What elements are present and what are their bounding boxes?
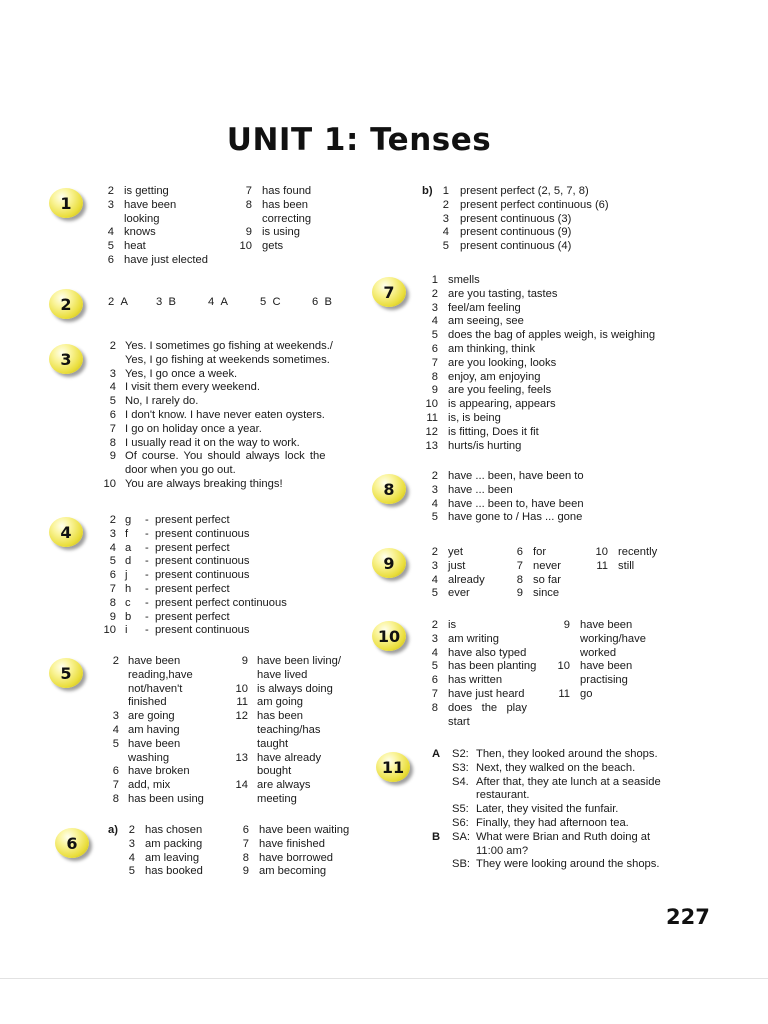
list-item: 6 have just elected [107,253,208,266]
list-item: 2 is [431,619,457,631]
list-item: practising [580,674,628,687]
list-item: 1 smells [431,274,480,286]
list-item: 7 are you looking, looks [431,356,557,369]
list-item: finished [128,696,167,709]
list-item: 4 am leaving 8 have borrowed [128,851,334,864]
list-item: 3 just 7 never 11 still [431,559,635,572]
list-item: 6 have broken [112,765,190,778]
list-item: 13 have already [235,751,322,764]
list-item: 6 I don't know. I have never eaten oysters. [109,408,325,421]
list-item: 5 have gone to / Has ... gone [431,511,583,524]
list-item: 13 hurts/is hurting [425,439,522,452]
exercise-5-answers-right [232,655,341,807]
page-number: 227 [666,905,710,929]
exercise-4-badge: 4 [49,517,83,547]
list-item: 6 B [312,296,332,308]
exercise-11-badge: 11 [376,752,410,782]
list-item: 7 I go on holiday once a year. [109,422,262,435]
list-item: worked [580,646,617,659]
list-item: 11 go [558,687,593,700]
list-item: 4 have also typed [431,646,527,659]
list-item: 9 b - present perfect [109,610,230,623]
list-item: 3 are going [112,710,175,723]
list-item: teaching/has [257,723,321,736]
list-item: 10 is always doing [235,682,333,695]
list-item: 9 have been living/ [241,655,341,667]
list-item: 6 j - present continuous [109,569,250,582]
exercise-8-badge: 8 [372,474,406,504]
list-item: A S2: Then, they looked around the shops. [432,748,658,760]
page-bottom-rule [0,978,768,979]
list-item: 2 have ... been, have been to [431,470,584,482]
exercise-10-answers-right [556,619,646,702]
list-item: S3: Next, they walked on the beach. [452,761,636,774]
list-item: 11:00 am? [476,844,529,857]
list-item: 5 have been [112,737,181,750]
list-item: 6 has written [431,674,503,687]
exercise-9-answers [422,546,657,601]
list-item: 14 are always [235,779,311,792]
list-item: 5 present continuous (4) [442,240,572,253]
list-item: 2 have been [112,655,181,667]
exercise-5-badge: 5 [49,658,83,688]
exercise-11-answers [432,748,661,872]
list-item: 3 feel/am feeling [431,301,521,314]
list-item: door when you go out. [125,464,236,477]
list-item: 12 has been [235,710,304,723]
list-item: bought [257,765,292,778]
exercise-1-answers [103,185,311,268]
list-item: 5 ever 9 since [431,587,560,600]
list-item: 4 I visit them every weekend. [109,381,260,394]
list-item: 3 have ... been [431,483,513,496]
list-item: 4 present continuous (9) [442,226,572,239]
list-item: 2 yet 6 for 10 recently [431,546,658,558]
exercise-7-badge: 7 [372,277,406,307]
list-item: 8 has been using [112,792,204,805]
exercise-7-answers [422,274,655,453]
exercise-8-answers [422,470,584,525]
list-item: 4 A [208,296,228,308]
list-item: start [448,715,470,728]
list-item: 4 a - present perfect [109,541,230,554]
list-item: B SA: What were Brian and Ruth doing at [432,830,651,843]
list-item: S5: Later, they visited the funfair. [452,803,619,816]
list-item: 4 am seeing, see [431,315,524,328]
list-item: 5 heat 10 gets [107,240,284,253]
list-item: 8 does the play [431,701,527,714]
list-item: 5 does the bag of apples weigh, is weighing [431,329,656,342]
list-item: taught [257,737,289,750]
list-item: 4 knows 9 is using [107,226,300,239]
list-item: 3 have been 8 has been [107,198,309,211]
list-item: 4 am having [112,723,180,736]
list-item: 5 C [260,296,281,308]
list-item: 5 has been planting [431,660,537,673]
list-item: 7 add, mix [112,779,171,792]
list-item: 6 am thinking, think [431,342,536,355]
exercise-1-badge: 1 [49,188,83,218]
page-title: UNIT 1: Tenses [226,122,492,158]
list-item: 10 You are always breaking things! [103,477,283,490]
list-item: 8 I usually read it on the way to work. [109,436,300,449]
list-item: 12 is fitting, Does it fit [425,425,539,438]
list-item: meeting [257,792,297,805]
list-item: looking correcting [124,212,312,225]
list-item: 2 g - present perfect [109,514,230,526]
list-item: reading,have [128,668,193,681]
list-item: 2 present perfect continuous (6) [442,198,609,211]
list-item: working/have [580,632,646,645]
list-item: 9 are you feeling, feels [431,384,552,397]
list-item: 3 present continuous (3) [442,212,572,225]
list-item: 3 am writing [431,632,499,645]
list-item: washing [128,751,170,764]
list-item: 10 is appearing, appears [425,398,556,411]
list-item: 7 have just heard [431,687,525,700]
list-item: b) 1 present perfect (2, 5, 7, 8) [422,185,589,197]
exercise-3-answers [103,340,333,492]
exercise-10-answers-left [422,619,536,729]
list-item: 4 already 8 so far [431,573,561,586]
list-item: 2 is getting 7 has found [107,185,312,197]
list-item: 5 has booked 9 am becoming [128,865,327,878]
list-item: 8 enjoy, am enjoying [431,370,541,383]
list-item: 2 A [108,296,128,308]
list-item: restaurant. [476,789,530,802]
exercise-2-badge: 2 [49,289,83,319]
list-item: S4. After that, they ate lunch at a seaside [452,775,661,788]
exercise-5-answers-left [103,655,204,807]
list-item: 8 c - present perfect continuous [109,596,287,609]
list-item: 11 am going [236,696,304,709]
list-item: 3 Yes, I go once a week. [109,367,238,380]
list-item: 11 is, is being [426,411,501,424]
list-item: SB: They were looking around the shops. [452,858,660,871]
exercise-6-badge: 6 [55,828,89,858]
exercise-9-badge: 9 [372,548,406,578]
exercise-10-badge: 10 [372,621,406,651]
list-item: 3 f - present continuous [109,527,250,540]
list-item: 10 i - present continuous [103,624,250,637]
exercise-4-answers [103,514,287,638]
exercise-2-answers [108,296,332,310]
list-item: have lived [257,668,308,681]
list-item: 9 have been [563,619,633,631]
list-item: not/haven't [128,682,183,695]
list-item: 10 have been [557,660,633,673]
list-item: 5 d - present continuous [109,555,250,568]
list-item: 3 B [156,296,176,308]
list-item: 2 are you tasting, tastes [431,287,558,300]
exercise-6-answers [108,824,349,879]
exercise-1b-answers [422,185,609,254]
list-item: 7 h - present perfect [109,582,230,595]
list-item: 5 No, I rarely do. [109,395,199,408]
list-item: 2 Yes. I sometimes go fishing at weekends./ [109,340,333,352]
list-item: 9 Of course. You should always lock the [109,450,326,463]
list-item: S6: Finally, they had afternoon tea. [452,816,629,829]
list-item: a) 2 has chosen 6 have been waiting [108,824,350,836]
exercise-3-badge: 3 [49,344,83,374]
list-item: 4 have ... been to, have been [431,497,584,510]
list-item: Yes, I go fishing at weekends sometimes. [125,353,330,366]
list-item: 3 am packing 7 have finished [128,837,325,850]
